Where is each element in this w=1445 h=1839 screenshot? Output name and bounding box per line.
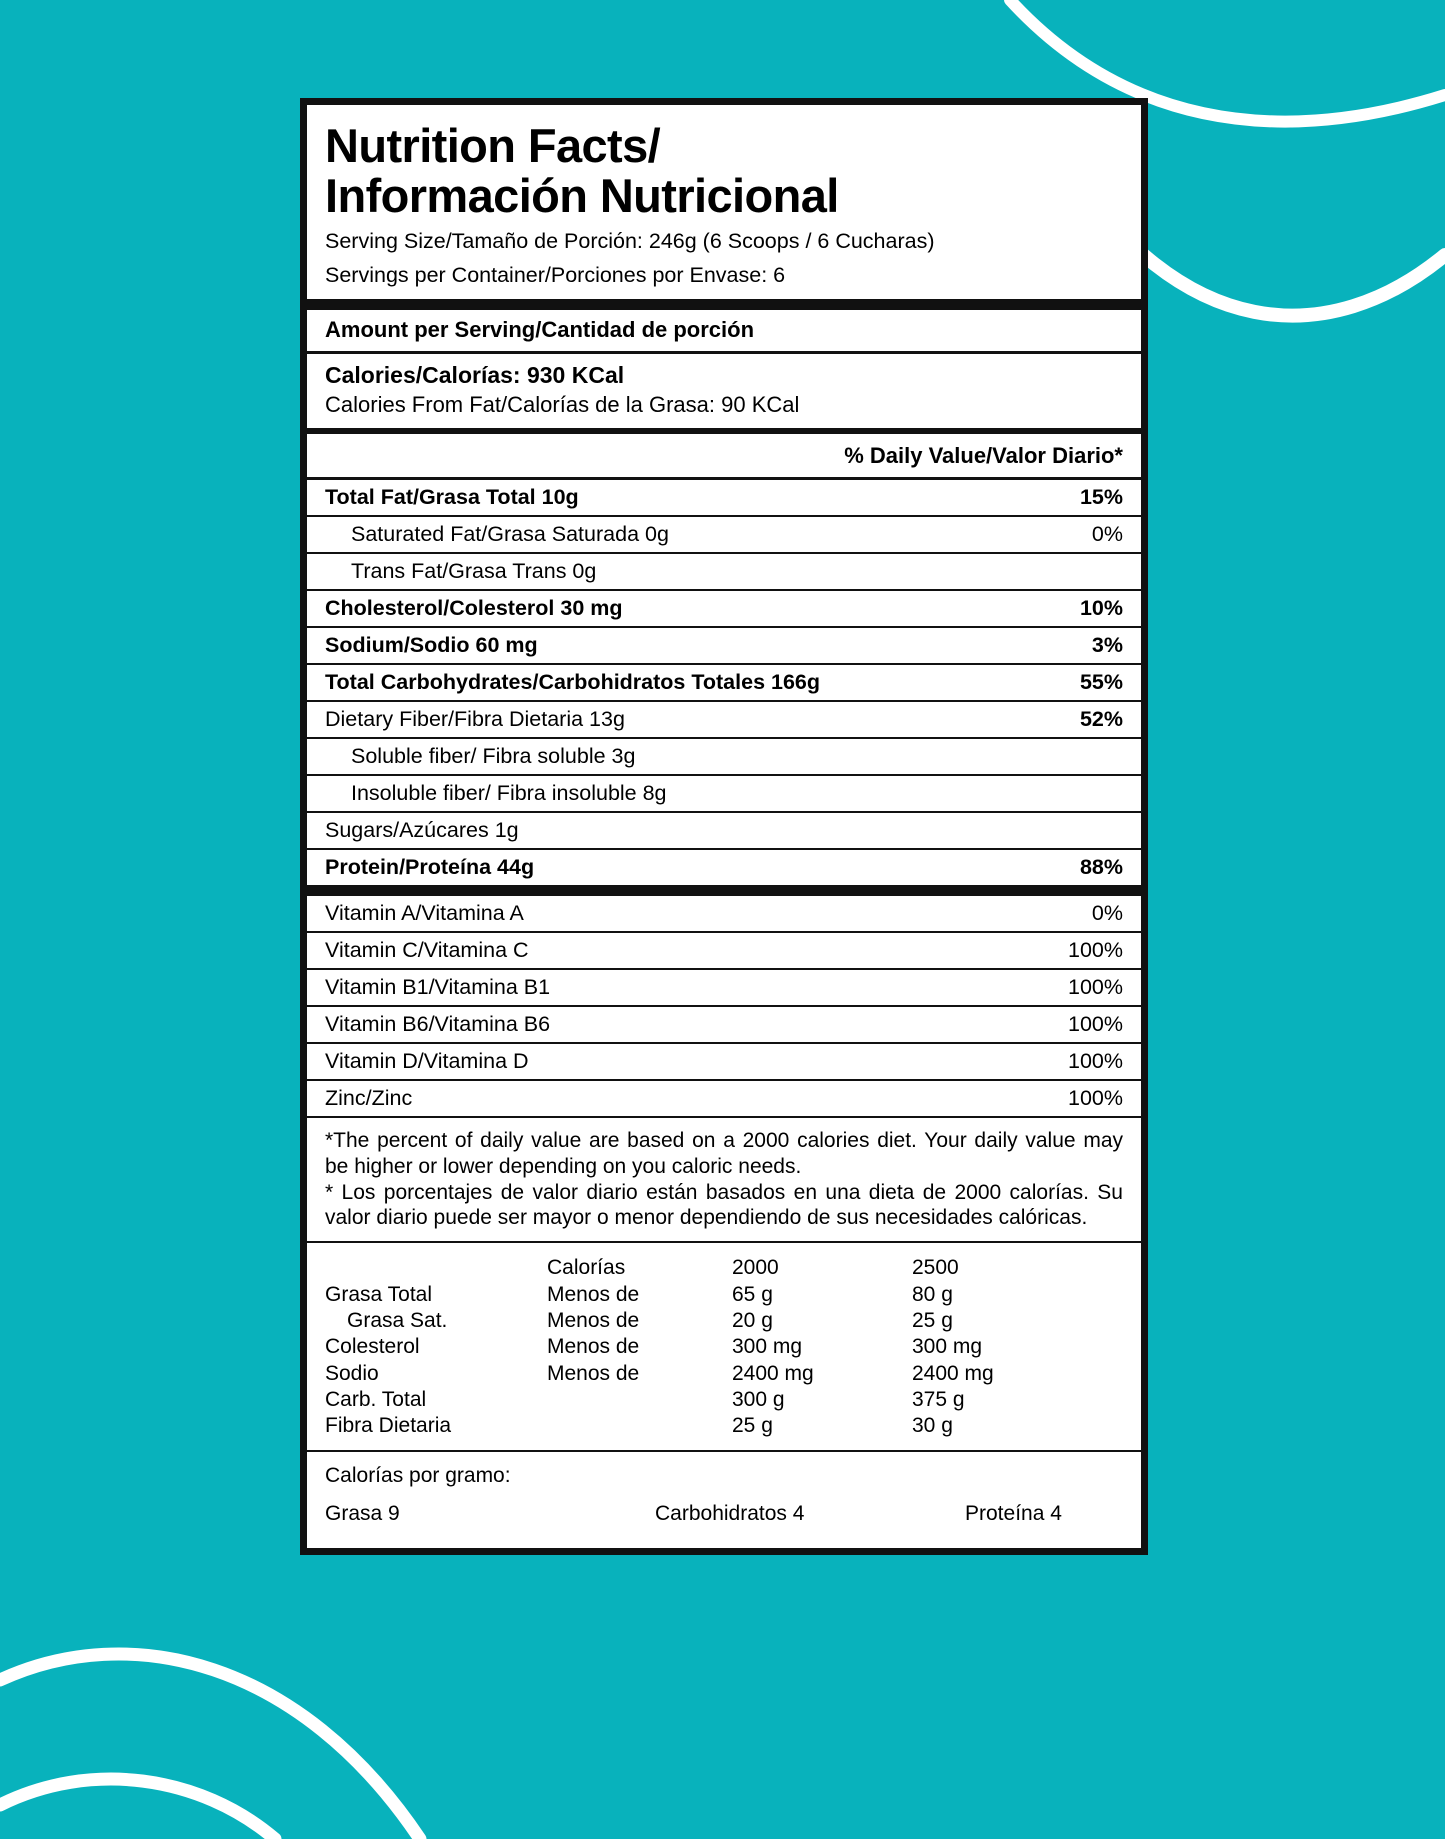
ref-row-2000: 300 g	[732, 1388, 785, 1412]
nutrient-name: Protein/Proteína 44g	[325, 854, 535, 879]
footnote-english: *The percent of daily value are based on a 2000 calories diet. Your daily value may be higher or lower depending on you caloric needs.	[325, 1129, 1123, 1178]
nutrition-facts-panel	[300, 98, 1148, 1555]
nutrient-row	[307, 702, 1141, 737]
vitamin-row	[307, 1081, 1141, 1116]
ref-header-2000: 2000	[732, 1256, 779, 1280]
vitamin-rows	[307, 896, 1141, 1116]
nutrient-name: Total Fat/Grasa Total 10g	[325, 484, 579, 509]
ref-row-2000: 20 g	[732, 1309, 773, 1333]
divider-before-vitamins	[307, 885, 1141, 896]
ref-row-name: Colesterol	[325, 1335, 420, 1359]
nutrient-name: Trans Fat/Grasa Trans 0g	[351, 558, 597, 583]
nutrient-name: Sugars/Azúcares 1g	[325, 817, 519, 842]
vitamin-daily-value: 0%	[1091, 900, 1123, 925]
ref-row-2500: 2400 mg	[912, 1361, 994, 1385]
nutrient-daily-value: 88%	[1079, 854, 1123, 879]
nutrient-name: Dietary Fiber/Fibra Dietaria 13g	[325, 706, 625, 731]
ref-row-name: Carb. Total	[325, 1388, 427, 1412]
calories-per-gram-fat: Grasa 9	[325, 1502, 400, 1526]
ref-row-2500: 30 g	[912, 1414, 953, 1438]
nutrient-name: Cholesterol/Colesterol 30 mg	[325, 595, 623, 620]
vitamin-daily-value: 100%	[1068, 1048, 1123, 1073]
vitamin-name: Vitamin A/Vitamina A	[325, 900, 524, 925]
nutrient-daily-value: 55%	[1079, 669, 1123, 694]
footnote-spanish: * Los porcentajes de valor diario están basados en una dieta de 2000 calorías. Su valor diario puede ser mayor o menor dependiendo de sus necesidades calóricas.	[325, 1180, 1123, 1230]
calories-block	[307, 354, 1141, 428]
table-row	[325, 1334, 1123, 1360]
ref-row-name: Grasa Sat.	[347, 1309, 448, 1333]
footnote-block	[307, 1118, 1141, 1240]
calories-per-gram-block	[307, 1452, 1141, 1548]
vitamin-name: Vitamin C/Vitamina C	[325, 937, 529, 962]
calories-per-gram-heading: Calorías por gramo:	[325, 1464, 511, 1488]
vitamin-row	[307, 970, 1141, 1005]
vitamin-daily-value: 100%	[1068, 1085, 1123, 1110]
page-title-spanish: Información Nutricional	[325, 168, 839, 222]
vitamin-row	[307, 1044, 1141, 1079]
table-row	[325, 1308, 1123, 1334]
ref-row-2500: 80 g	[912, 1282, 953, 1306]
nutrient-row	[307, 776, 1141, 811]
ref-row-less-than	[547, 1413, 732, 1439]
title-block	[307, 105, 1141, 299]
vitamin-name: Vitamin D/Vitamina D	[325, 1048, 529, 1073]
nutrient-daily-value: 52%	[1079, 706, 1123, 731]
servings-per-container-text: Servings per Container/Porciones por Envase: 6	[325, 263, 786, 287]
vitamin-name: Vitamin B1/Vitamina B1	[325, 974, 551, 999]
calories-per-gram-values	[325, 1502, 1123, 1526]
nutrient-name: Saturated Fat/Grasa Saturada 0g	[351, 521, 669, 546]
nutrient-row	[307, 628, 1141, 663]
nutrient-row	[307, 517, 1141, 552]
ref-row-2500: 300 mg	[912, 1335, 983, 1359]
calories-value: Calories/Calorías: 930 KCal	[325, 361, 625, 388]
ref-row-2000: 300 mg	[732, 1335, 803, 1359]
nutrient-row	[307, 480, 1141, 515]
ref-row-name: Sodio	[325, 1361, 379, 1385]
nutrient-name: Soluble fiber/ Fibra soluble 3g	[351, 743, 636, 768]
vitamin-daily-value: 100%	[1068, 1011, 1123, 1036]
nutrient-daily-value: 10%	[1079, 595, 1123, 620]
nutrient-daily-value: 3%	[1091, 632, 1123, 657]
table-header-row	[325, 1255, 1123, 1281]
ref-header-name	[325, 1255, 547, 1281]
nutrient-row	[307, 850, 1141, 885]
wave-bottom-left-icon	[0, 1654, 420, 1839]
nutrient-daily-value: 0%	[1091, 521, 1123, 546]
vitamin-daily-value: 100%	[1068, 974, 1123, 999]
nutrient-name: Sodium/Sodio 60 mg	[325, 632, 538, 657]
table-row	[325, 1413, 1123, 1439]
ref-row-less-than: Menos de	[547, 1282, 640, 1306]
vitamin-row	[307, 933, 1141, 968]
calories-per-gram-carbs: Carbohidratos 4	[655, 1502, 805, 1526]
serving-size-text: Serving Size/Tamaño de Porción: 246g (6 Scoops / 6 Cucharas)	[325, 228, 935, 253]
ref-row-name: Grasa Total	[325, 1282, 432, 1306]
vitamin-row	[307, 896, 1141, 931]
table-row	[325, 1361, 1123, 1387]
nutrient-row	[307, 813, 1141, 848]
nutrient-row	[307, 554, 1141, 589]
calories-from-fat-value: Calories From Fat/Calorías de la Grasa: 90 KCal	[325, 391, 800, 417]
table-row	[325, 1387, 1123, 1413]
ref-row-2000: 65 g	[732, 1282, 773, 1306]
page-title-english: Nutrition Facts/	[325, 119, 661, 172]
nutrient-row	[307, 665, 1141, 700]
amount-per-serving-row: Amount per Serving/Cantidad de porción	[325, 317, 755, 343]
daily-value-header: % Daily Value/Valor Diario*	[844, 443, 1123, 469]
vitamin-row	[307, 1007, 1141, 1042]
ref-row-less-than: Menos de	[547, 1309, 640, 1333]
ref-header-less: Calorías	[547, 1256, 626, 1280]
divider-thick-top	[307, 299, 1141, 310]
ref-row-less-than	[547, 1387, 732, 1413]
ref-row-2000: 2400 mg	[732, 1361, 814, 1385]
ref-row-2500: 25 g	[912, 1309, 953, 1333]
ref-row-less-than: Menos de	[547, 1361, 640, 1385]
ref-header-2500: 2500	[912, 1256, 959, 1280]
nutrient-row	[307, 591, 1141, 626]
ref-row-less-than: Menos de	[547, 1335, 640, 1359]
nutrient-name: Total Carbohydrates/Carbohidratos Totales 166g	[325, 669, 821, 694]
ref-row-2000: 25 g	[732, 1414, 773, 1438]
vitamin-daily-value: 100%	[1068, 937, 1123, 962]
daily-values-reference-table	[307, 1243, 1141, 1450]
vitamin-name: Vitamin B6/Vitamina B6	[325, 1011, 551, 1036]
ref-row-2500: 375 g	[912, 1388, 965, 1412]
vitamin-name: Zinc/Zinc	[325, 1085, 413, 1110]
nutrient-name: Insoluble fiber/ Fibra insoluble 8g	[351, 780, 667, 805]
ref-row-name: Fibra Dietaria	[325, 1414, 452, 1438]
nutrient-rows	[307, 480, 1141, 885]
table-row	[325, 1282, 1123, 1308]
nutrient-daily-value: 15%	[1079, 484, 1123, 509]
calories-per-gram-protein: Proteína 4	[965, 1502, 1062, 1526]
wave-bottom-left-secondary-icon	[0, 1779, 275, 1839]
nutrient-row	[307, 739, 1141, 774]
